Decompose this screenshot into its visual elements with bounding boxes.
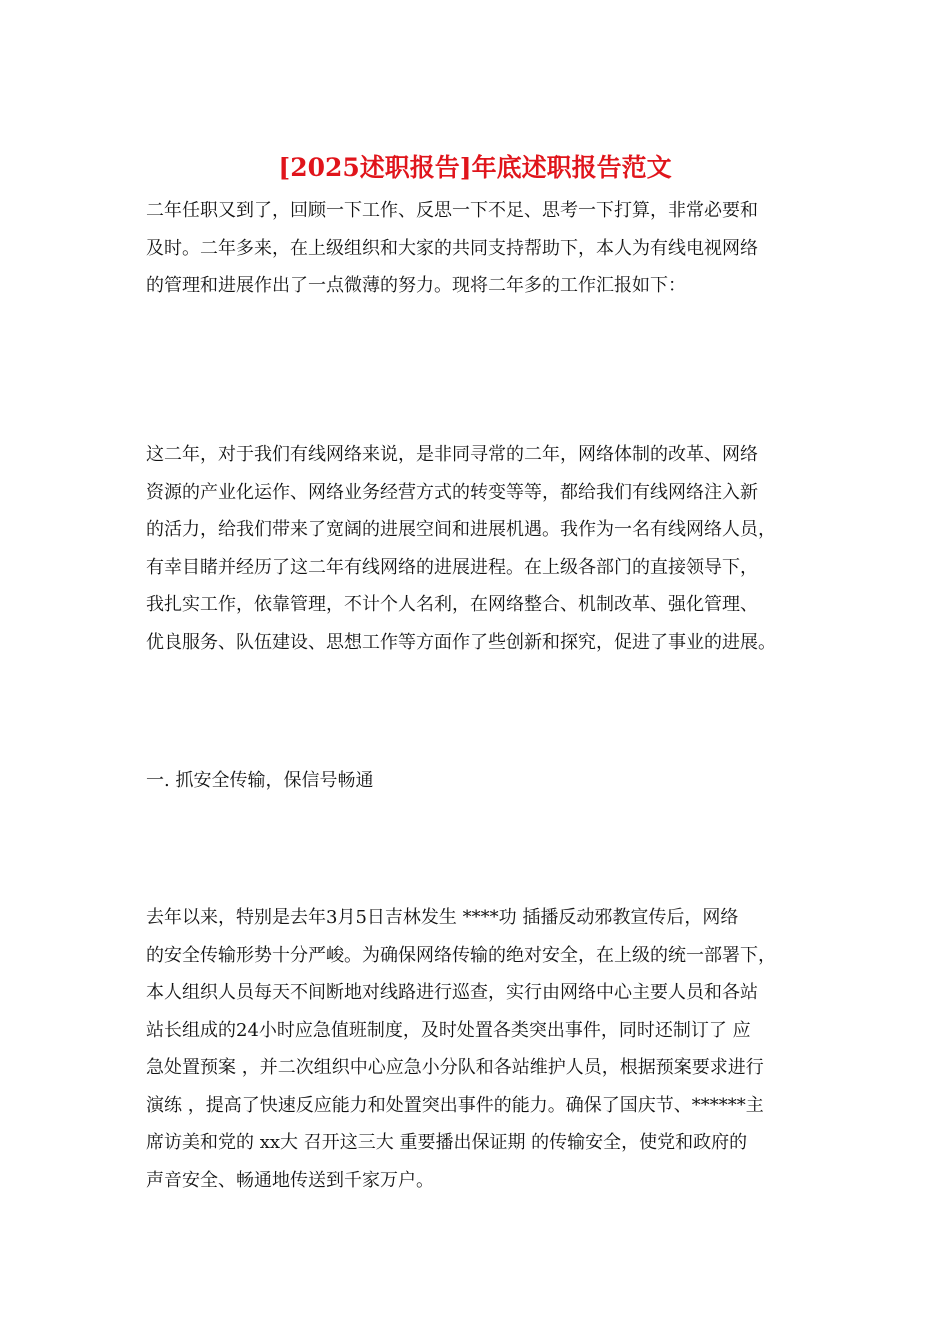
- text-line: 一. 抓安全传输，保信号畅通: [146, 770, 374, 791]
- paragraph-overview: [146, 436, 811, 661]
- text-line: 本人组织人员每天不间断地对线路进行巡查，实行由网络中心主要人员和各站: [146, 982, 758, 1003]
- text-line: 我扎实工作，依靠管理，不计个人名利，在网络整合、机制改革、强化管理、: [146, 594, 758, 615]
- text-line: 声音安全、畅通地传送到千家万户。: [146, 1169, 434, 1191]
- text-line: 二年任职又到了，回顾一下工作、反思一下不足、思考一下打算，非常必要和: [146, 200, 758, 221]
- text-line: 及时。二年多来，在上级组织和大家的共同支持帮助下，本人为有线电视网络: [146, 237, 758, 259]
- text-line: 的活力，给我们带来了宽阔的进展空间和进展机遇。我作为一名有线网络人员，: [146, 519, 776, 540]
- text-line: 的安全传输形势十分严峻。为确保网络传输的绝对安全，在上级的统一部署下，: [146, 944, 776, 966]
- text-line: 这二年，对于我们有线网络来说，是非同寻常的二年，网络体制的改革、网络: [146, 444, 758, 465]
- text-line: 站长组成的24小时应急值班制度，及时处置各类突出事件，同时还制订了 应: [146, 1019, 751, 1041]
- text-line: 优良服务、队伍建设、思想工作等方面作了些创新和探究，促进了事业的进展。: [146, 631, 776, 653]
- text-line: 资源的产业化运作、网络业务经营方式的转变等等，都给我们有线网络注入新: [146, 481, 758, 503]
- paragraph-security: [146, 899, 811, 1199]
- text-line: 有幸目睹并经历了这二年有线网络的进展进程。在上级各部门的直接领导下，: [146, 556, 758, 578]
- text-line: 席访美和党的 xx大 召开这三大 重要播出保证期 的传输安全，使党和政府的: [146, 1132, 748, 1153]
- document-title: [2025述职报告]年底述职报告范文: [278, 153, 672, 182]
- text-line: 的管理和进展作出了一点微薄的努力。现将二年多的工作汇报如下：: [146, 275, 686, 296]
- text-line: 急处置预案 ，并二次组织中心应急小分队和各站维护人员，根据预案要求进行: [146, 1057, 764, 1078]
- text-line: 去年以来，特别是去年3月5日吉林发生 ****功 插播反动邪教宣传后，网络: [146, 907, 739, 928]
- section-heading: [146, 762, 811, 800]
- paragraph-intro: [146, 192, 811, 305]
- text-line: 演练 ，提高了快速反应能力和处置突出事件的能力。确保了国庆节、******主: [146, 1094, 764, 1116]
